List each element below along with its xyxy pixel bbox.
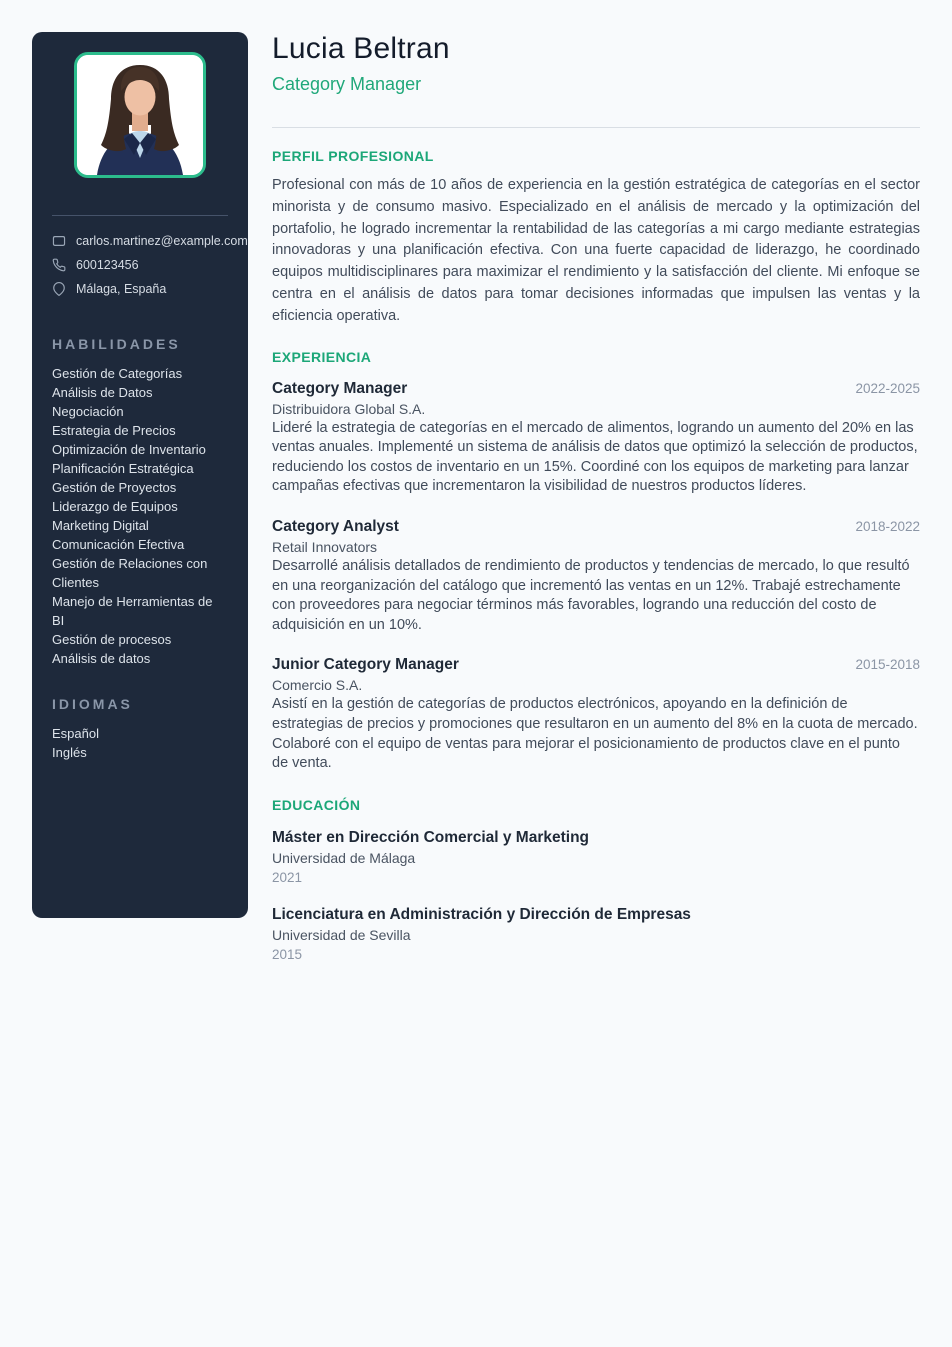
contact-phone <box>52 258 228 272</box>
job-dates: 2022-2025 <box>855 380 920 396</box>
phone-icon <box>52 258 66 272</box>
contact-location <box>52 282 228 296</box>
main-content <box>272 32 920 963</box>
job-description: Lideré la estrategia de categorías en el mercado de alimentos, logrando un aumento del 20% en las ventas anuales. Implementé un sistema de análisis de datos que optimizó la selección de productos, reduciendo los costos de inventario en un 15%. Coordiné con los equipos de marketing para lanzar campañas efectivas que incrementaron la visibilidad de nuestros productos líderes. <box>272 419 918 495</box>
skill-item: Comunicación Efectiva <box>52 537 185 552</box>
person-name: Lucia Beltran <box>272 32 450 65</box>
languages-heading: IDIOMAS <box>52 696 133 712</box>
experience-entry-header <box>272 655 920 675</box>
language-item: Inglés <box>52 745 87 760</box>
map-pin-icon <box>52 282 66 296</box>
job-company: Retail Innovators <box>272 538 378 555</box>
person-job-title: Category Manager <box>272 74 422 94</box>
profile-section-heading: PERFIL PROFESIONAL <box>272 148 434 164</box>
envelope-icon <box>52 234 66 248</box>
education-institution: Universidad de Sevilla <box>272 926 411 943</box>
skill-item: Gestión de procesos <box>52 632 172 647</box>
experience-section-heading: EXPERIENCIA <box>272 348 372 365</box>
education-entry <box>272 905 920 963</box>
job-title: Category Manager <box>272 379 408 397</box>
profile-photo <box>74 52 206 178</box>
skill-item: Gestión de Proyectos <box>52 480 177 495</box>
experience-entry-header <box>272 379 920 399</box>
job-company: Comercio S.A. <box>272 677 363 694</box>
skill-item: Planificación Estratégica <box>52 461 194 476</box>
contact-location-text: Málaga, España <box>76 282 167 296</box>
education-degree: Licenciatura en Administración y Dirección de Empresas <box>272 905 691 923</box>
job-company: Distribuidora Global S.A. <box>272 400 426 417</box>
skill-item: Gestión de Relaciones con Clientes <box>52 556 208 590</box>
job-title: Junior Category Manager <box>272 656 459 674</box>
skill-item: Optimización de Inventario <box>52 442 206 457</box>
education-degree: Máster en Dirección Comercial y Marketing <box>272 828 590 846</box>
experience-entry <box>272 379 920 497</box>
header-divider <box>272 127 920 128</box>
contact-email-text: carlos.martinez@example.com <box>76 234 248 248</box>
skill-item: Análisis de Datos <box>52 385 153 400</box>
education-institution: Universidad de Málaga <box>272 849 416 866</box>
job-dates: 2015-2018 <box>855 657 920 673</box>
skills-heading: HABILIDADES <box>52 336 181 352</box>
contact-email <box>52 234 248 248</box>
education-section-heading: EDUCACIÓN <box>272 796 361 813</box>
sidebar-divider <box>52 215 228 216</box>
profile-text: Profesional con más de 10 años de experiencia en la gestión estratégica de categorías en el sector minorista y de consumo masivo. Especializado en el análisis de mercado y la optimización del portafolio, he logrado incrementar la rentabilidad de las categorías a mi cargo mediante estrategias innovadoras y una planificación efectiva. Con una fuerte capacidad de liderazgo, he coordinado equipos multidisciplinares para maximizar el rendimiento y la satisfacción del cliente. Mi enfoque se centra en el análisis de datos para tomar decisiones informadas que impulsen las ventas y la eficiencia operativa. <box>272 177 920 324</box>
job-description: Asistí en la gestión de categorías de productos electrónicos, apoyando en la definición de estrategias de precios y promociones que resultaron en un aumento del 8% en la cuota de mercado. Colaboré con el equipo de ventas para mejorar el posicionamiento de productos clave en el punto de venta. <box>272 696 918 772</box>
education-year: 2021 <box>272 869 303 885</box>
skill-item: Estrategia de Precios <box>52 423 176 438</box>
experience-entry <box>272 517 920 635</box>
experience-entry <box>272 655 920 773</box>
skills-list <box>52 364 228 668</box>
languages-list <box>52 724 228 762</box>
language-item: Español <box>52 726 99 741</box>
job-dates: 2018-2022 <box>855 518 920 534</box>
skill-item: Liderazgo de Equipos <box>52 499 178 514</box>
portrait-illustration <box>77 55 203 175</box>
education-year: 2015 <box>272 946 303 962</box>
experience-entry-header <box>272 517 920 537</box>
skill-item: Negociación <box>52 404 124 419</box>
contact-phone-text: 600123456 <box>76 258 139 272</box>
job-title: Category Analyst <box>272 517 399 535</box>
job-description: Desarrollé análisis detallados de rendimiento de productos y tendencias de mercado, lo que resultó en una reorganización del catálogo que incrementó las ventas en un 12%. Trabajé estrechamente con proveedores para negociar términos más favorables, logrando una reducción del costo de adquisición en un 10%. <box>272 557 910 633</box>
skill-item: Análisis de datos <box>52 651 151 666</box>
skill-item: Manejo de Herramientas de BI <box>52 594 213 628</box>
contact-list <box>52 234 248 296</box>
sidebar <box>32 32 248 918</box>
skill-item: Gestión de Categorías <box>52 366 183 381</box>
education-entry <box>272 828 920 886</box>
skill-item: Marketing Digital <box>52 518 149 533</box>
